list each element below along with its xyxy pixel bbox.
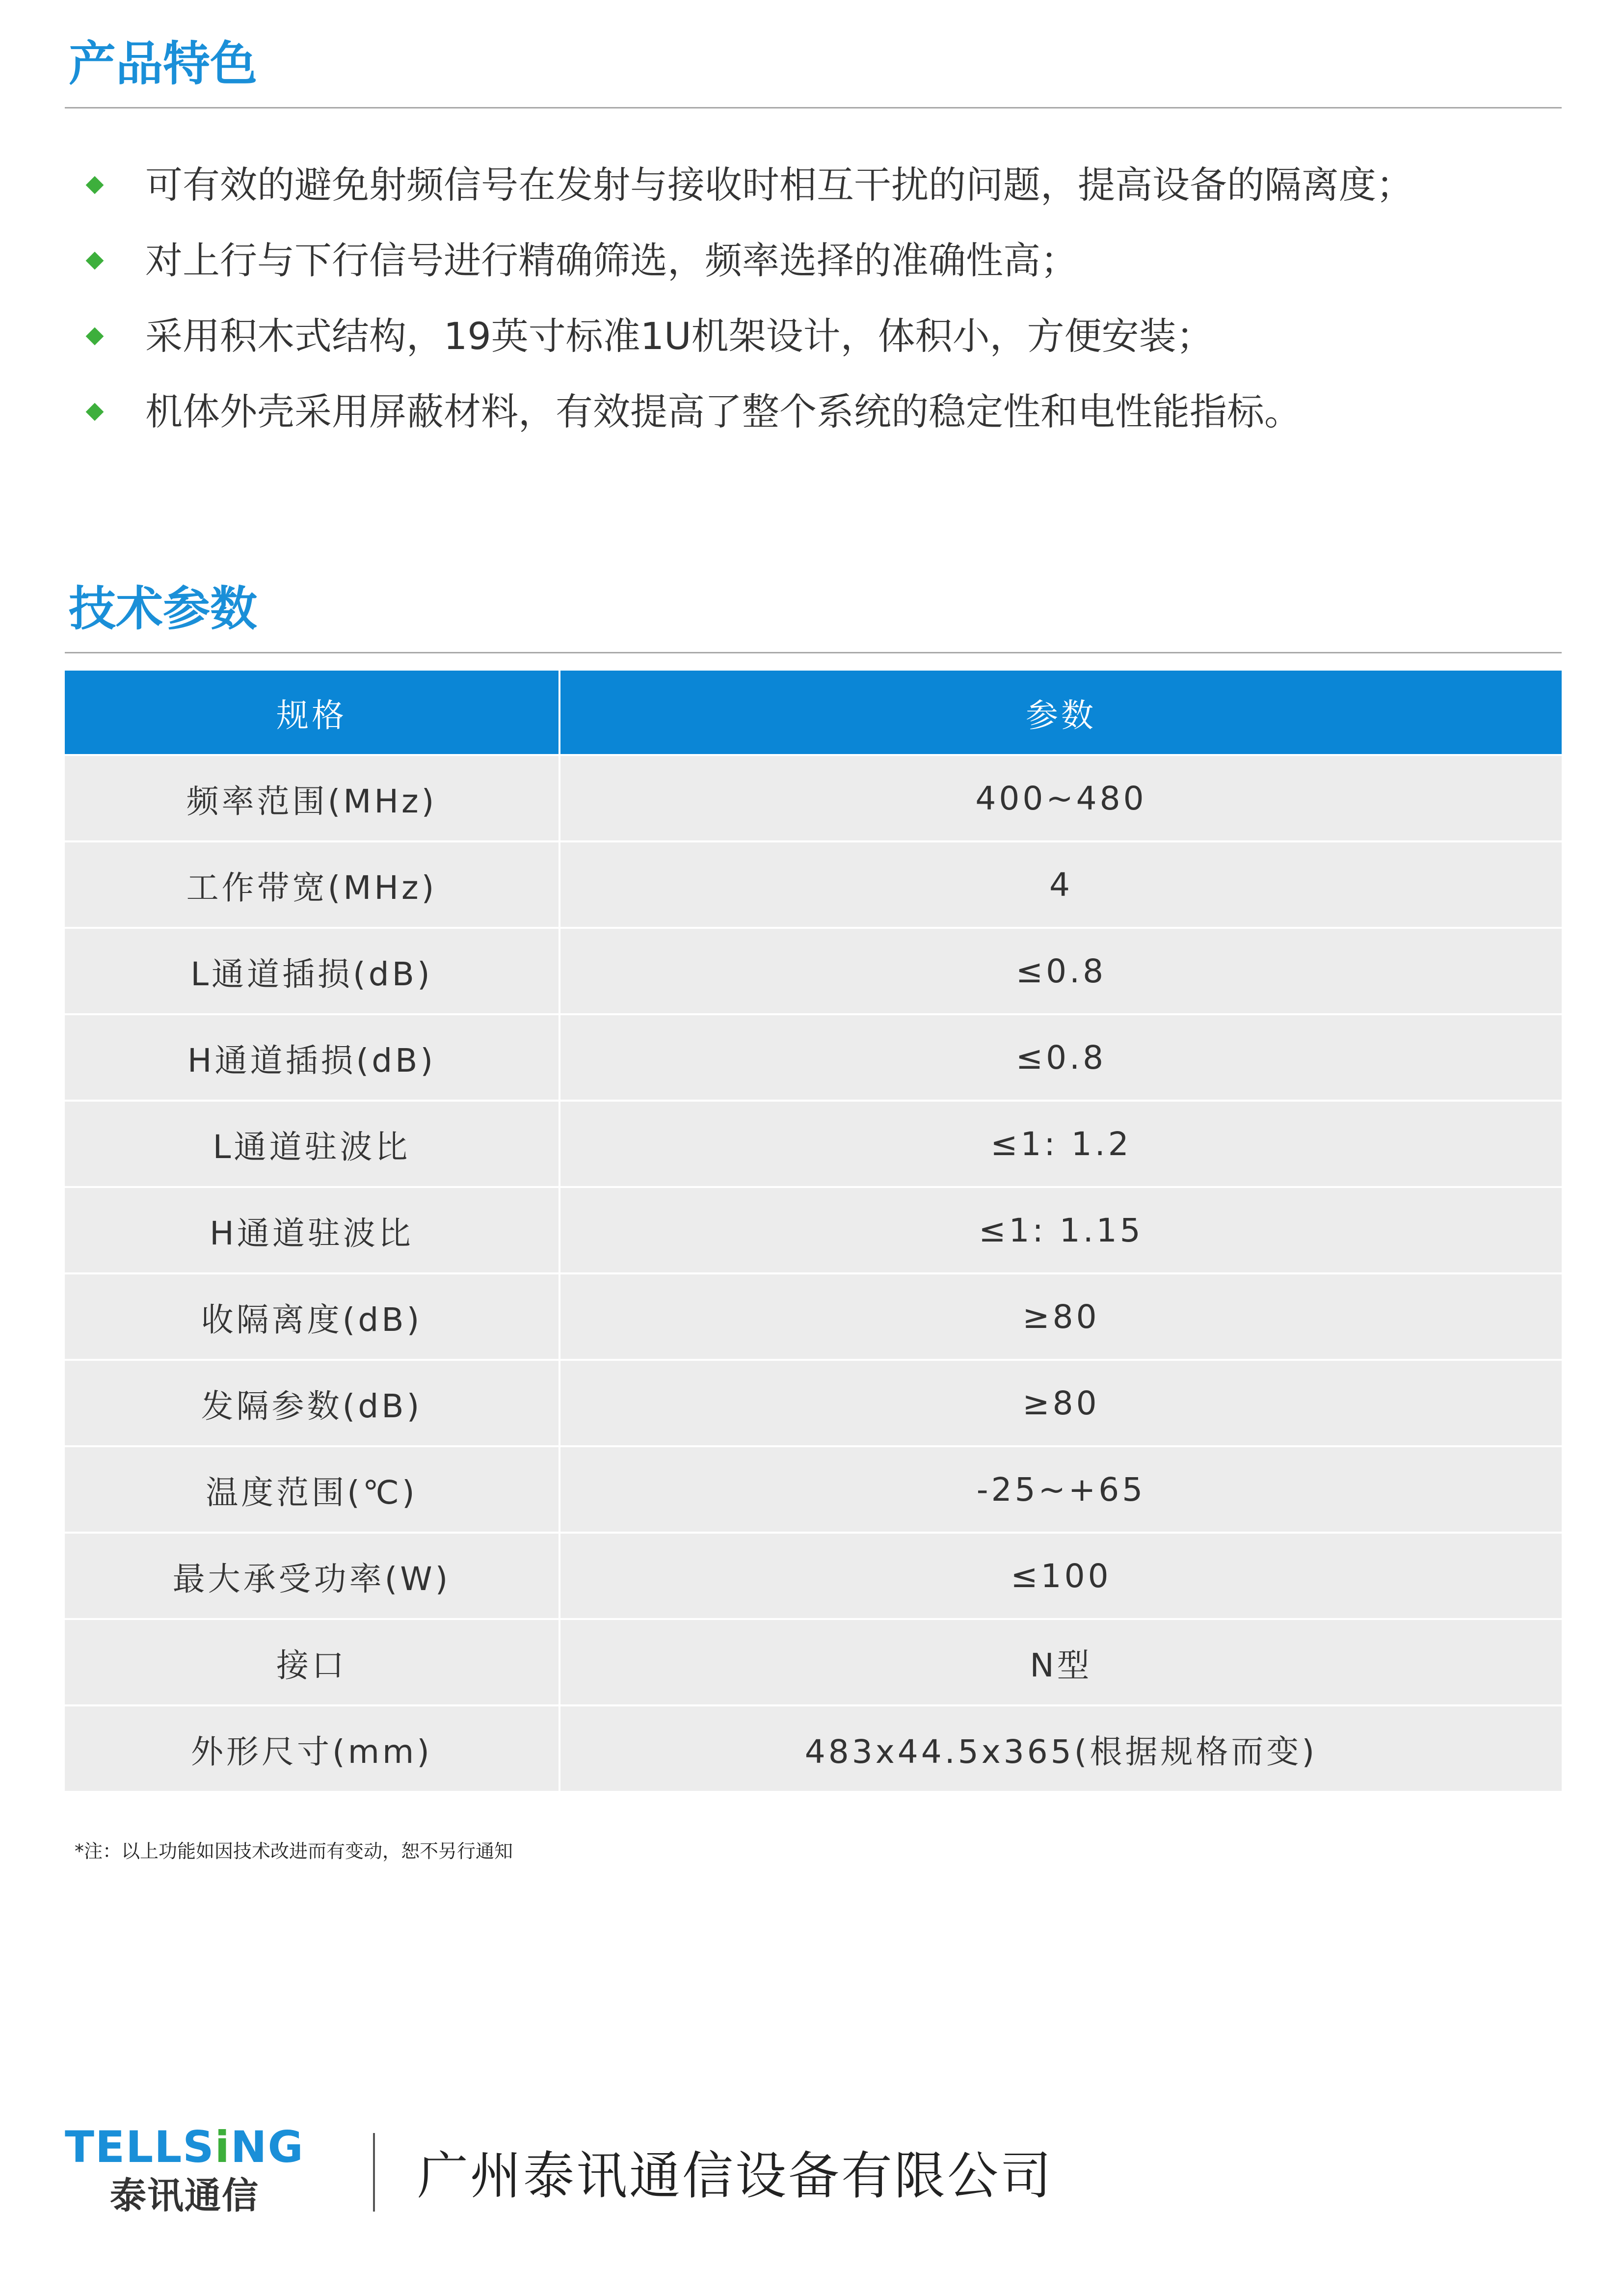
company-name: 广州泰讯通信设备有限公司: [417, 2146, 1054, 2206]
spec-name-cell: L通道驻波比: [65, 1101, 559, 1187]
spec-table: [65, 671, 1562, 1791]
footer-divider: [373, 2133, 375, 2212]
spec-name-cell: 发隔参数(dB): [65, 1360, 559, 1446]
spec-name-cell: L通道插损(dB): [65, 928, 559, 1014]
spec-value-cell: 4: [559, 841, 1562, 928]
disclaimer-note: *注：以上功能如因技术改进而有变动，恕不另行通知: [75, 1840, 513, 1862]
logo-en-part2: NG: [230, 2122, 304, 2172]
table-row: [65, 755, 1562, 841]
feature-text: 对上行与下行信号进行精确筛选，频率选择的准确性高；: [145, 239, 1078, 282]
spec-value-cell: -25~+65: [559, 1446, 1562, 1533]
table-row: [65, 1187, 1562, 1273]
spec-name-cell: H通道驻波比: [65, 1187, 559, 1273]
column-header-value: 参数: [559, 671, 1562, 755]
logo-chinese-wordmark: 泰讯通信: [110, 2175, 259, 2217]
feature-item: [84, 374, 1413, 450]
table-row: [65, 1619, 1562, 1705]
diamond-bullet-icon: [86, 252, 104, 270]
spec-value-cell: ≤1: 1.15: [559, 1187, 1562, 1273]
spec-name-cell: 温度范围(℃): [65, 1446, 559, 1533]
table-row: [65, 1014, 1562, 1101]
table-row: [65, 841, 1562, 928]
spec-value-cell: ≤1: 1.2: [559, 1101, 1562, 1187]
spec-name-cell: 外形尺寸(mm): [65, 1705, 559, 1791]
feature-item: [84, 298, 1413, 374]
features-section-rule: [65, 107, 1562, 108]
spec-table-header-row: [65, 671, 1562, 755]
spec-value-cell: ≥80: [559, 1273, 1562, 1360]
feature-text: 机体外壳采用屏蔽材料，有效提高了整个系统的稳定性和电性能指标。: [145, 390, 1302, 433]
table-row: [65, 1533, 1562, 1619]
spec-value-cell: N型: [559, 1619, 1562, 1705]
spec-value-cell: 483x44.5x365(根据规格而变): [559, 1705, 1562, 1791]
spec-name-cell: 接口: [65, 1619, 559, 1705]
spec-value-cell: ≤100: [559, 1533, 1562, 1619]
feature-item: [84, 147, 1413, 223]
company-logo: [65, 2122, 340, 2224]
table-row: [65, 1705, 1562, 1791]
spec-section-title: 技术参数: [69, 581, 257, 636]
table-row: [65, 1101, 1562, 1187]
table-row: [65, 928, 1562, 1014]
spec-name-cell: 工作带宽(MHz): [65, 841, 559, 928]
table-row: [65, 1273, 1562, 1360]
diamond-bullet-icon: [86, 403, 104, 421]
table-row: [65, 1446, 1562, 1533]
spec-name-cell: 频率范围(MHz): [65, 755, 559, 841]
feature-text: 可有效的避免射频信号在发射与接收时相互干扰的问题，提高设备的隔离度；: [145, 163, 1413, 207]
spec-name-cell: H通道插损(dB): [65, 1014, 559, 1101]
features-list: [84, 147, 1413, 450]
spec-value-cell: ≤0.8: [559, 1014, 1562, 1101]
spec-name-cell: 最大承受功率(W): [65, 1533, 559, 1619]
features-section-title: 产品特色: [69, 36, 257, 91]
diamond-bullet-icon: [86, 176, 104, 194]
spec-value-cell: ≤0.8: [559, 928, 1562, 1014]
spec-name-cell: 收隔离度(dB): [65, 1273, 559, 1360]
logo-en-part1: TELLS: [65, 2122, 215, 2172]
diamond-bullet-icon: [86, 327, 104, 346]
logo-en-accent: i: [214, 2122, 231, 2172]
feature-item: [84, 223, 1413, 298]
column-header-spec: 规格: [65, 671, 559, 755]
feature-text: 采用积木式结构，19英寸标准1U机架设计，体积小，方便安装；: [145, 314, 1214, 358]
spec-section-rule: [65, 652, 1562, 653]
table-row: [65, 1360, 1562, 1446]
spec-value-cell: 400~480: [559, 755, 1562, 841]
spec-value-cell: ≥80: [559, 1360, 1562, 1446]
logo-english-wordmark: [65, 2122, 304, 2172]
